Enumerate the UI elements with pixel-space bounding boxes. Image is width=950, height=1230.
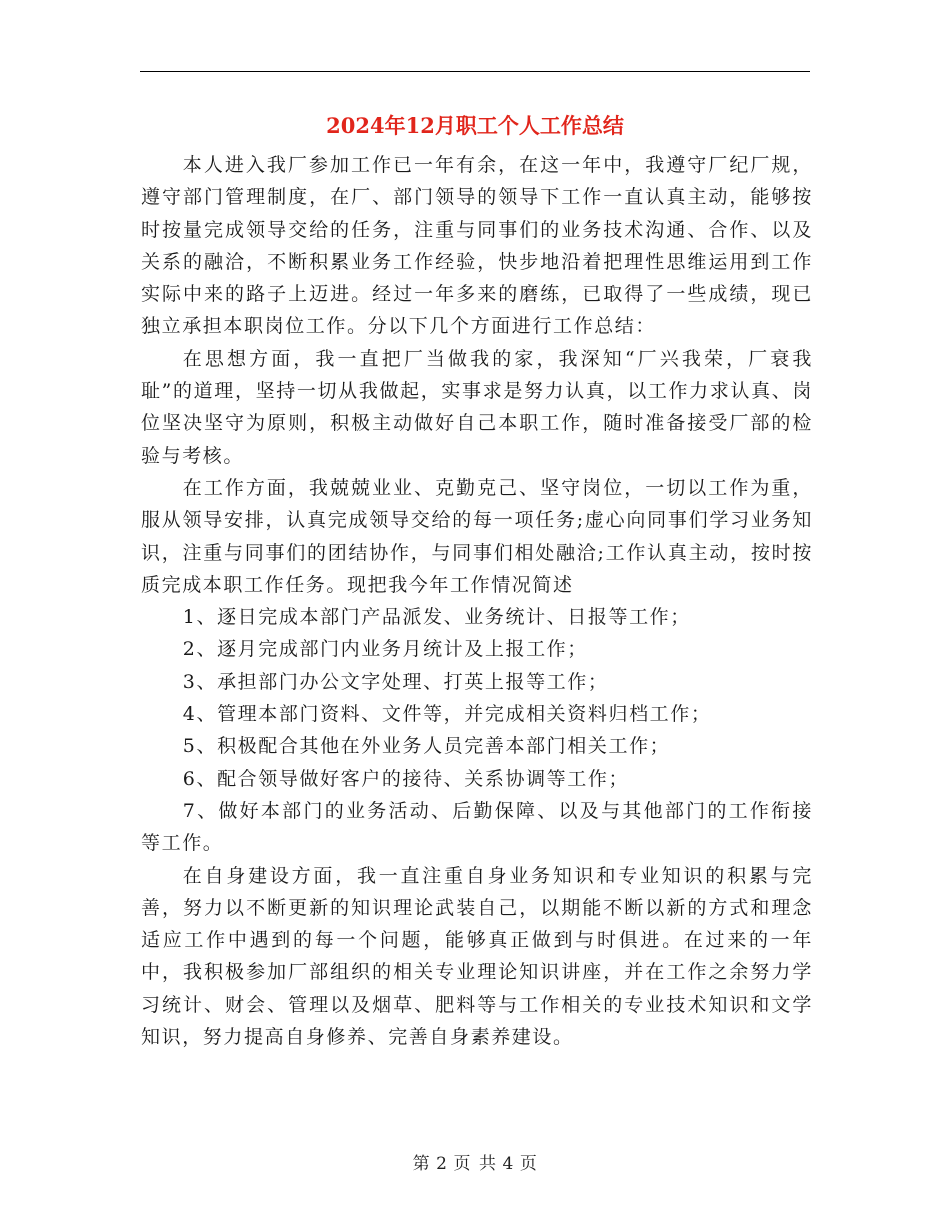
- footer-total-prefix: 共: [479, 1154, 497, 1174]
- list-item-2: 2、逐月完成部门内业务月统计及上报工作；: [182, 638, 588, 661]
- header-rule: [140, 71, 810, 72]
- footer-page-label: 页: [453, 1154, 471, 1174]
- paragraph-work: 在工作方面，我兢兢业业、克勤克己、坚守岗位，一切以工作为重，服从领导安排，认真完成领导交给的每一项任务;虚心向同事们学习业务知识，注重与同事们的团结协作，与同事们相处融洽;工作认真主动，按时按质完成本职工作任务。现把我今年工作情况简述: [141, 476, 813, 596]
- list-item-4: 4、管理本部门资料、文件等，并完成相关资料归档工作；: [182, 703, 712, 726]
- footer-page-number: 2: [436, 1154, 448, 1174]
- paragraph-self-development: 在自身建设方面，我一直注重自身业务知识和专业知识的积累与完善，努力以不断更新的知识理论武装自己，以期能不断以新的方式和理念适应工作中遇到的每一个问题，能够真正做到与时俱进。在过来的一年中，我积极参加厂部组织的相关专业理论知识讲座，并在工作之余努力学习统计、财会、管理以及烟草、肥料等与工作相关的专业技术知识和文学知识，努力提高自身修养、完善自身素养建设。: [141, 864, 813, 1049]
- paragraph-intro: 本人进入我厂参加工作已一年有余，在这一年中，我遵守厂纪厂规，遵守部门管理制度，在厂、部门领导的领导下工作一直认真主动，能够按时按量完成领导交给的任务，注重与同事们的业务技术沟通、合作、以及关系的融洽，不断积累业务工作经验，快步地沿着把理性思维运用到工作实际中来的路子上迈进。经过一年多来的磨练，已取得了一些成绩，现已独立承担本职岗位工作。分以下几个方面进行工作总结：: [141, 154, 813, 338]
- list-item-5: 5、积极配合其他在外业务人员完善本部门相关工作；: [182, 735, 671, 758]
- footer-suffix: 页: [519, 1154, 538, 1174]
- page-footer: [0, 1152, 950, 1176]
- paragraph-thought: 在思想方面，我一直把厂当做我的家，我深知“厂兴我荣，厂衰我耻”的道理，坚持一切从我做起，实事求是努力认真，以工作力求认真、岗位坚决坚守为原则，积极主动做好自己本职工作，随时准备接受厂部的检验与考核。: [141, 347, 813, 467]
- list-item-7: 7、做好本部门的业务活动、后勤保障、以及与其他部门的工作衔接等工作。: [141, 799, 813, 855]
- document-body: [141, 149, 813, 1053]
- document-title: 2024年12月职工个人工作总结: [326, 113, 624, 138]
- list-item-3: 3、承担部门办公文字处理、打英上报等工作；: [182, 670, 609, 693]
- footer-prefix: 第: [412, 1154, 431, 1174]
- footer-total-pages: 4: [502, 1154, 514, 1174]
- list-item-1: 1、逐日完成本部门产品派发、业务统计、日报等工作；: [182, 606, 691, 629]
- list-item-6: 6、配合领导做好客户的接待、关系协调等工作；: [182, 767, 630, 790]
